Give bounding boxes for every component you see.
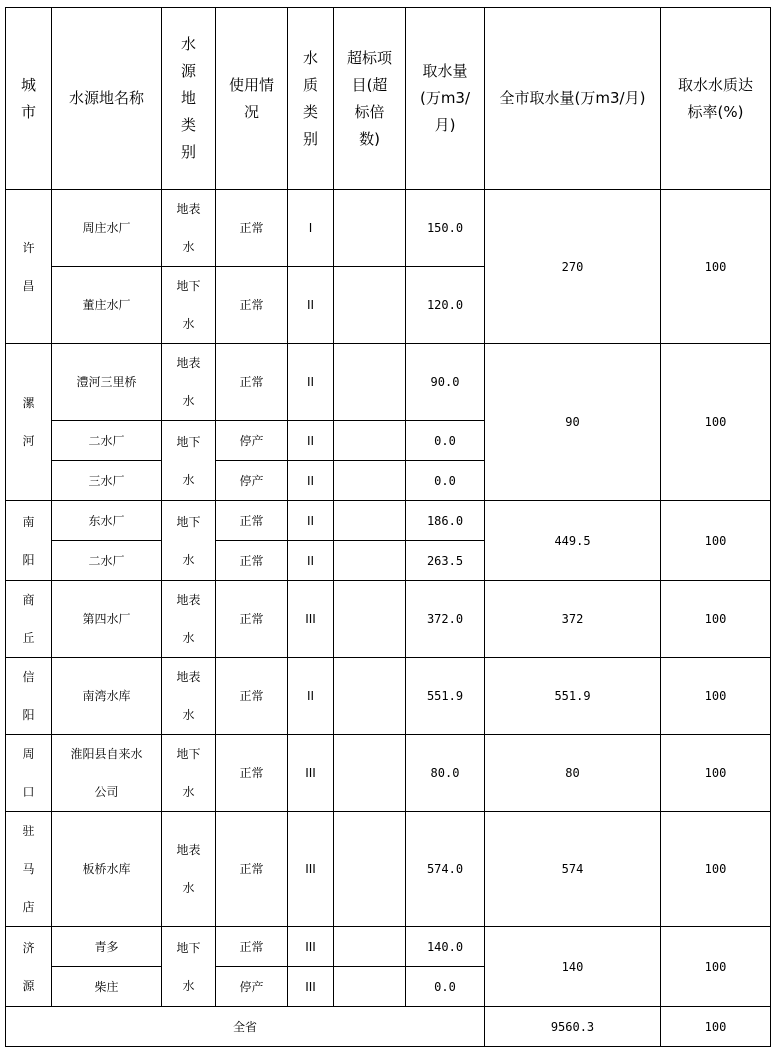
usage-cell: 正常 bbox=[216, 812, 288, 927]
city-cell: 漯 河 bbox=[6, 344, 52, 501]
city-total-cell: 372 bbox=[485, 581, 661, 658]
source-name-cell: 柴庄 bbox=[52, 967, 162, 1007]
table-row bbox=[6, 581, 771, 658]
header-source-type: 水 源 地 类 别 bbox=[162, 8, 216, 190]
exceed-cell bbox=[334, 812, 406, 927]
source-name-cell: 周庄水厂 bbox=[52, 190, 162, 267]
source-name-cell: 三水厂 bbox=[52, 461, 162, 501]
city-total-cell: 449.5 bbox=[485, 501, 661, 581]
source-type-cell: 地表 水 bbox=[162, 344, 216, 421]
usage-cell: 正常 bbox=[216, 541, 288, 581]
table-row bbox=[6, 658, 771, 735]
city-total-cell: 90 bbox=[485, 344, 661, 501]
quality-class-cell: II bbox=[288, 501, 334, 541]
withdrawal-cell: 0.0 bbox=[406, 421, 485, 461]
exceed-cell bbox=[334, 967, 406, 1007]
source-type-cell: 地下 水 bbox=[162, 927, 216, 1007]
quality-class-cell: II bbox=[288, 421, 334, 461]
header-city-total: 全市取水量(万m3/月) bbox=[485, 8, 661, 190]
source-name-cell: 二水厂 bbox=[52, 541, 162, 581]
city-total-cell: 574 bbox=[485, 812, 661, 927]
exceed-cell bbox=[334, 735, 406, 812]
city-cell: 驻 马 店 bbox=[6, 812, 52, 927]
city-total-cell: 80 bbox=[485, 735, 661, 812]
quality-class-cell: II bbox=[288, 344, 334, 421]
quality-class-cell: III bbox=[288, 967, 334, 1007]
exceed-cell bbox=[334, 344, 406, 421]
header-withdrawal: 取水量 (万m3/ 月) bbox=[406, 8, 485, 190]
compliance-rate-cell: 100 bbox=[661, 927, 771, 1007]
source-type-cell: 地下 水 bbox=[162, 501, 216, 581]
usage-cell: 停产 bbox=[216, 967, 288, 1007]
compliance-rate-cell: 100 bbox=[661, 501, 771, 581]
source-type-cell: 地表 水 bbox=[162, 581, 216, 658]
exceed-cell bbox=[334, 658, 406, 735]
header-usage: 使用情 况 bbox=[216, 8, 288, 190]
exceed-cell bbox=[334, 541, 406, 581]
exceed-cell bbox=[334, 421, 406, 461]
usage-cell: 正常 bbox=[216, 344, 288, 421]
withdrawal-cell: 90.0 bbox=[406, 344, 485, 421]
quality-class-cell: II bbox=[288, 267, 334, 344]
compliance-rate-cell: 100 bbox=[661, 812, 771, 927]
quality-class-cell: III bbox=[288, 812, 334, 927]
compliance-rate-cell: 100 bbox=[661, 344, 771, 501]
usage-cell: 正常 bbox=[216, 927, 288, 967]
withdrawal-cell: 551.9 bbox=[406, 658, 485, 735]
exceed-cell bbox=[334, 461, 406, 501]
city-cell: 济 源 bbox=[6, 927, 52, 1007]
table-row bbox=[6, 735, 771, 812]
quality-class-cell: III bbox=[288, 735, 334, 812]
source-name-cell: 第四水厂 bbox=[52, 581, 162, 658]
usage-cell: 正常 bbox=[216, 581, 288, 658]
quality-class-cell: III bbox=[288, 581, 334, 658]
quality-class-cell: II bbox=[288, 658, 334, 735]
city-total-cell: 270 bbox=[485, 190, 661, 344]
source-name-cell: 南湾水库 bbox=[52, 658, 162, 735]
source-name-cell: 二水厂 bbox=[52, 421, 162, 461]
usage-cell: 停产 bbox=[216, 461, 288, 501]
source-name-cell: 董庄水厂 bbox=[52, 267, 162, 344]
exceed-cell bbox=[334, 927, 406, 967]
source-type-cell: 地下 水 bbox=[162, 421, 216, 501]
header-compliance-rate: 取水水质达 标率(%) bbox=[661, 8, 771, 190]
header-row bbox=[6, 8, 771, 190]
city-cell: 周 口 bbox=[6, 735, 52, 812]
source-name-cell: 东水厂 bbox=[52, 501, 162, 541]
exceed-cell bbox=[334, 190, 406, 267]
compliance-rate-cell: 100 bbox=[661, 735, 771, 812]
total-label: 全省 bbox=[6, 1007, 485, 1047]
withdrawal-cell: 574.0 bbox=[406, 812, 485, 927]
withdrawal-cell: 0.0 bbox=[406, 967, 485, 1007]
usage-cell: 正常 bbox=[216, 735, 288, 812]
withdrawal-cell: 186.0 bbox=[406, 501, 485, 541]
withdrawal-cell: 80.0 bbox=[406, 735, 485, 812]
table-row bbox=[6, 344, 771, 421]
quality-class-cell: II bbox=[288, 541, 334, 581]
exceed-cell bbox=[334, 501, 406, 541]
total-compliance-rate: 100 bbox=[661, 1007, 771, 1047]
city-cell: 南 阳 bbox=[6, 501, 52, 581]
total-row bbox=[6, 1007, 771, 1047]
withdrawal-cell: 0.0 bbox=[406, 461, 485, 501]
source-type-cell: 地表 水 bbox=[162, 812, 216, 927]
table-row bbox=[6, 501, 771, 541]
usage-cell: 正常 bbox=[216, 267, 288, 344]
exceed-cell bbox=[334, 581, 406, 658]
source-type-cell: 地表 水 bbox=[162, 658, 216, 735]
city-total-cell: 140 bbox=[485, 927, 661, 1007]
compliance-rate-cell: 100 bbox=[661, 190, 771, 344]
source-name-cell: 板桥水库 bbox=[52, 812, 162, 927]
withdrawal-cell: 372.0 bbox=[406, 581, 485, 658]
compliance-rate-cell: 100 bbox=[661, 658, 771, 735]
header-exceed-items: 超标项 目(超 标倍 数) bbox=[334, 8, 406, 190]
table-row bbox=[6, 812, 771, 927]
usage-cell: 停产 bbox=[216, 421, 288, 461]
quality-class-cell: I bbox=[288, 190, 334, 267]
table-row bbox=[6, 190, 771, 267]
exceed-cell bbox=[334, 267, 406, 344]
water-source-table bbox=[5, 7, 771, 1047]
withdrawal-cell: 150.0 bbox=[406, 190, 485, 267]
quality-class-cell: II bbox=[288, 461, 334, 501]
header-source-name: 水源地名称 bbox=[52, 8, 162, 190]
table-row bbox=[6, 927, 771, 967]
compliance-rate-cell: 100 bbox=[661, 581, 771, 658]
total-city-total: 9560.3 bbox=[485, 1007, 661, 1047]
source-type-cell: 地下 水 bbox=[162, 735, 216, 812]
source-name-cell: 澧河三里桥 bbox=[52, 344, 162, 421]
usage-cell: 正常 bbox=[216, 501, 288, 541]
city-cell: 商 丘 bbox=[6, 581, 52, 658]
source-name-cell: 青多 bbox=[52, 927, 162, 967]
usage-cell: 正常 bbox=[216, 658, 288, 735]
quality-class-cell: III bbox=[288, 927, 334, 967]
source-type-cell: 地表 水 bbox=[162, 190, 216, 267]
usage-cell: 正常 bbox=[216, 190, 288, 267]
city-cell: 许 昌 bbox=[6, 190, 52, 344]
source-name-cell: 淮阳县自来水 公司 bbox=[52, 735, 162, 812]
withdrawal-cell: 263.5 bbox=[406, 541, 485, 581]
header-city: 城 市 bbox=[6, 8, 52, 190]
withdrawal-cell: 120.0 bbox=[406, 267, 485, 344]
source-type-cell: 地下 水 bbox=[162, 267, 216, 344]
withdrawal-cell: 140.0 bbox=[406, 927, 485, 967]
city-total-cell: 551.9 bbox=[485, 658, 661, 735]
header-quality-class: 水 质 类 别 bbox=[288, 8, 334, 190]
city-cell: 信 阳 bbox=[6, 658, 52, 735]
